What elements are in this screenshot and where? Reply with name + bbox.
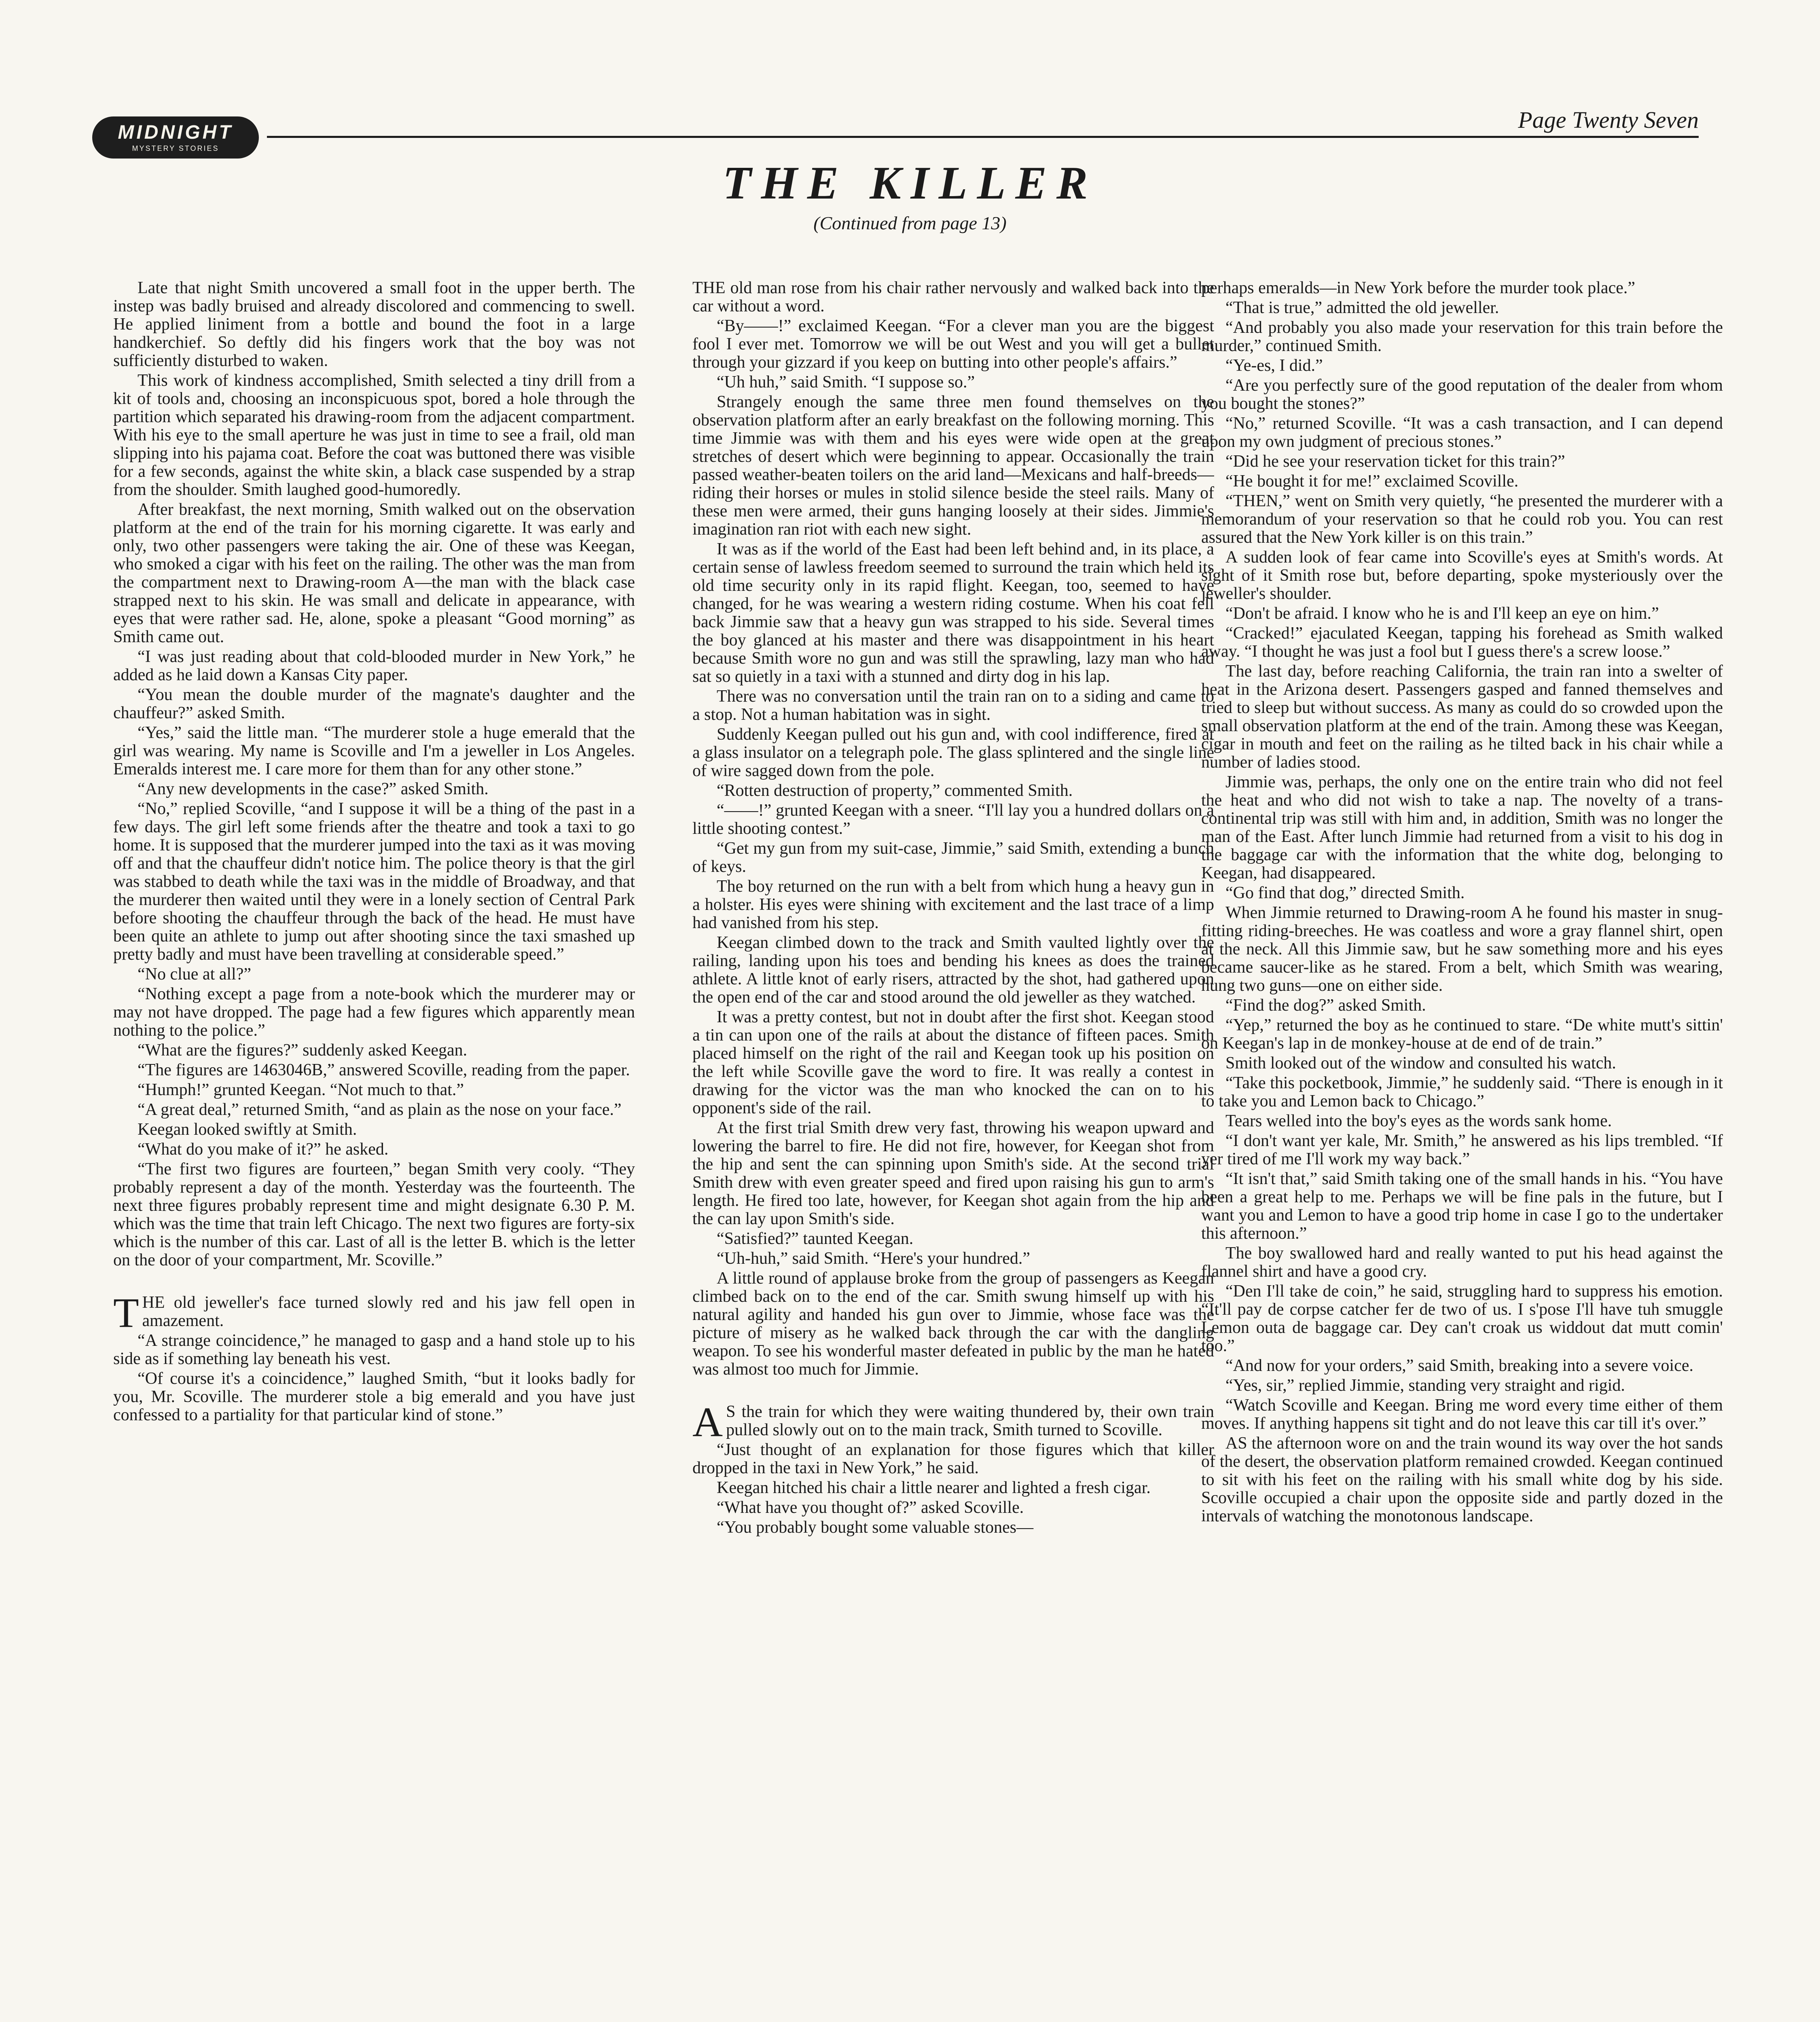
paragraph: Suddenly Keegan pulled out his gun and, with cool indifference, fired at a glass insulator on a telegraph pole. The glass splintered and the single line of wire sagged down from the pole. — [692, 725, 1214, 780]
section-paragraph: THE old jeweller's face turned slowly red and his jaw fell open in amazement. — [113, 1290, 635, 1336]
paragraph: “Get my gun from my suit-case, Jimmie,” said Smith, extending a bunch of keys. — [692, 839, 1214, 876]
paragraph: “Nothing except a page from a note-book which the murderer may or may not have dropped. The page had a few figures which apparently mean nothing to the police.” — [113, 985, 635, 1040]
paragraph: This work of kindness accomplished, Smith selected a tiny drill from a kit of tools and, choosing an inconspicuous spot, bored a hole through the partition which separated his drawing-room from the adjacent compartment. With his eye to the small aperture he was just in time to see a frail, old man slipping into his pajama coat. Before the coat was buttoned there was visible for a few seconds, against the white skin, a black case suspended by a strap from the shoulder. Smith laughed good-humoredly. — [113, 371, 635, 499]
paragraph: “Did he see your reservation ticket for this train?” — [1225, 452, 1565, 471]
logo-title: MIDNIGHT — [118, 122, 233, 143]
drop-cap: T — [113, 1290, 139, 1336]
logo-subtitle: MYSTERY STORIES — [132, 144, 219, 152]
paragraph: “Find the dog?” asked Smith. — [1225, 996, 1426, 1015]
paragraph: “What are the figures?” suddenly asked Keegan. — [138, 1041, 468, 1060]
paragraph: “Cracked!” ejaculated Keegan, tapping his forehead as Smith walked away. “I thought he was just a fool but I guess there's a screw loose.” — [1201, 624, 1723, 661]
paragraph: “Yes,” said the little man. “The murderer stole a huge emerald that the girl was wearing. My name is Scoville and I'm a jeweller in Los Angeles. Emeralds interest me. I care more for them than for any other stone.” — [113, 723, 635, 778]
paragraph: “That is true,” admitted the old jeweller. — [1225, 298, 1499, 317]
story-title: THE KILLER — [722, 157, 1098, 209]
drop-cap: A — [692, 1399, 723, 1445]
paragraph: “Humph!” grunted Keegan. “Not much to that.” — [138, 1081, 464, 1099]
paragraph: “The first two figures are fourteen,” began Smith very cooly. “They probably represent a day of the month. Yesterday was the fourteenth. The next three figures probably represent time and might designate 6.30 P. M. which was the time that train left Chicago. The next two figures are forty-six which is the number of this car. Last of all is the letter B. which is the letter on the door of your compartment, Mr. Scoville.” — [113, 1160, 635, 1269]
paragraph: “It isn't that,” said Smith taking one of the small hands in his. “You have been a great help to me. Perhaps we will be fine pals in the future, but I want you and Lemon to have a good trip home in case I go to the undertaker this afternoon.” — [1201, 1170, 1723, 1243]
header-rule — [267, 136, 1699, 138]
paragraph: “——!” grunted Keegan with a sneer. “I'll lay you a hundred dollars on a little shooting contest.” — [692, 801, 1214, 838]
paragraph: “Rotten destruction of property,” commented Smith. — [717, 781, 1073, 800]
paragraph: “What have you thought of?” asked Scoville. — [717, 1498, 1024, 1517]
paragraph: “Satisfied?” taunted Keegan. — [717, 1229, 914, 1248]
text-column-3 — [1201, 279, 1723, 2022]
paragraph: When Jimmie returned to Drawing-room A he found his master in snug-fitting riding-breeches. He was coatless and wore a gray flannel shirt, open at the neck. All this Jimmie saw, but he saw something more and his eyes became saucer-like as he stared. From a belt, which Smith was wearing, hung two guns—one on either side. — [1201, 903, 1723, 995]
paragraph: It was as if the world of the East had been left behind and, in its place, a certain sense of lawless freedom seemed to surround the train which held its old time security only in its rapid flight. Keegan, too, seemed to have changed, for he was wearing a western riding costume. When his coat fell back Jimmie saw that a heavy gun was strapped to his side. Several times the boy glanced at his master and there was disappointment in his heart because Smith wore no gun and was still the sprawling, lazy man who had sat so quietly in a taxi with a stunned and dirty dog in his lap. — [692, 540, 1214, 686]
paragraph: “Watch Scoville and Keegan. Bring me word every time either of them moves. If anything happens sit tight and do not leave this car till it's over.” — [1201, 1396, 1723, 1433]
paragraph: Keegan climbed down to the track and Smith vaulted lightly over the railing, landing upon his toes and bending his knees as does the trained athlete. A little knot of early risers, attracted by the shot, had gathered upon the open end of the car and stood around the old jeweller as they watched. — [692, 933, 1214, 1007]
paragraph: “Don't be afraid. I know who he is and I'll keep an eye on him.” — [1225, 604, 1659, 623]
paragraph: “Yes, sir,” replied Jimmie, standing very straight and rigid. — [1225, 1376, 1625, 1395]
paragraph: Jimmie was, perhaps, the only one on the entire train who did not feel the heat and who did not wish to take a nap. The novelty of a trans-continental trip was still with him and, in addition, Smith was no longer the man of the East. After lunch Jimmie had returned from a visit to his dog in the baggage car with the information that the white dog, belonging to Keegan, had disappeared. — [1201, 773, 1723, 882]
paragraph: It was a pretty contest, but not in doubt after the first shot. Keegan stood a tin can upon one of the rails at about the distance of fifteen paces. Smith placed himself on the right of the rail and Keegan took up his position on the left while Scoville gave the word to fire. It was really a contest in drawing for the victor was the man who knocked the can on to his opponent's side of the rail. — [692, 1008, 1214, 1117]
paragraph: At the first trial Smith drew very fast, throwing his weapon upward and lowering the barrel to fire. He did not fire, however, for Keegan shot from the hip and sent the can spinning upon Smith's side. At the second trial Smith drew with even greater speed and fired upon raising his gun to arm's length. He fired too late, however, for Keegan shot again from the hip and the can lay upon Smith's side. — [692, 1119, 1214, 1228]
paragraph: “Of course it's a coincidence,” laughed Smith, “but it looks badly for you, Mr. Scoville. The murderer stole a big emerald and you have just confessed to a partiality for that particular kind of stone.” — [113, 1369, 635, 1424]
paragraph: “I was just reading about that cold-blooded murder in New York,” he added as he laid down a Kansas City paper. — [113, 647, 635, 684]
paragraph: “And probably you also made your reservation for this train before the murder,” continued Smith. — [1201, 318, 1723, 355]
paragraph: “And now for your orders,” said Smith, breaking into a severe voice. — [1225, 1356, 1694, 1375]
paragraph: “He bought it for me!” exclaimed Scoville. — [1225, 472, 1519, 491]
section-paragraph: A S the train for which they were waiting thundered by, their own train pulled slowly out on to the main track, Smith turned to Scoville. — [692, 1399, 1214, 1445]
paragraph: “Just thought of an explanation for those figures which that killer dropped in the taxi in New York,” he said. — [692, 1440, 1214, 1477]
paragraph: “Yep,” returned the boy as he continued to stare. “De white mutt's sittin' on Keegan's lap in de monkey-house at de end of de train.” — [1201, 1016, 1723, 1053]
paragraph: Tears welled into the boy's eyes as the words sank home. — [1225, 1112, 1612, 1130]
page-number: Page Twenty Seven — [1503, 106, 1699, 134]
paragraph: “Ye-es, I did.” — [1225, 356, 1323, 375]
paragraph: “No clue at all?” — [138, 965, 251, 984]
paragraph: “The figures are 1463046B,” answered Scoville, reading from the paper. — [138, 1061, 630, 1079]
paragraph: “No,” returned Scoville. “It was a cash transaction, and I can depend upon my own judgment of precious stones.” — [1201, 414, 1723, 451]
paragraph: “Any new developments in the case?” asked Smith. — [138, 780, 489, 798]
paragraph: A sudden look of fear came into Scoville's eyes at Smith's words. At sight of it Smith rose but, before departing, spoke mysteriously over the jeweller's shoulder. — [1201, 548, 1723, 603]
section-paragraph: THE old man rose from his chair rather nervously and walked back into the car without a word. — [692, 279, 1214, 315]
text-column-1 — [113, 279, 635, 2022]
paragraph: “You probably bought some valuable stones— — [717, 1518, 1034, 1537]
text-column-2 — [692, 279, 1214, 2022]
paragraph: Keegan looked swiftly at Smith. — [138, 1120, 357, 1139]
paragraph: “Are you perfectly sure of the good reputation of the dealer from whom you bought the stones?” — [1201, 376, 1723, 413]
paragraph: “Uh-huh,” said Smith. “Here's your hundred.” — [717, 1249, 1031, 1268]
paragraph: “What do you make of it?” he asked. — [138, 1140, 389, 1159]
paragraph: “A strange coincidence,” he managed to gasp and a hand stole up to his side as if something lay beneath his vest. — [113, 1331, 635, 1368]
paragraph: A little round of applause broke from the group of passengers as Keegan climbed back on to the end of the car. Smith swung himself up with his natural agility and handed his gun over to Jimmie, whose face was the picture of misery as he walked back through the car with the dangling weapon. To see his wonderful master defeated in public by the man he hated was almost too much for Jimmie. — [692, 1269, 1214, 1379]
paragraph: After breakfast, the next morning, Smith walked out on the observation platform at the end of the train for his morning cigarette. It was early and only, two other passengers were taking the air. One of these was Keegan, who smoked a cigar with his feet on the railing. The other was the man from the compartment next to Drawing-room A—the man with the black case strapped next to his skin. He was small and delicate in appearance, with eyes that were rather sad. He, alone, spoke a pleasant “Good morning” as Smith came out. — [113, 500, 635, 646]
paragraph: “Take this pocketbook, Jimmie,” he suddenly said. “There is enough in it to take you and Lemon back to Chicago.” — [1201, 1074, 1723, 1110]
paragraph: “You mean the double murder of the magnate's daughter and the chauffeur?” asked Smith. — [113, 685, 635, 722]
paragraph: There was no conversation until the train ran on to a siding and came to a stop. Not a human habitation was in sight. — [692, 687, 1214, 724]
paragraph: “Den I'll take de coin,” he said, struggling hard to suppress his emotion. “It'll pay de corpse catcher fer de two of us. I s'pose I'll have tuh smuggle Lemon outa de baggage car. Dey can't croak us widdout dat mutt comin' too.” — [1201, 1282, 1723, 1355]
paragraph: “THEN,” went on Smith very quietly, “he presented the murderer with a memorandum of your reservation so that he could rob you. You can rest assured that the New York killer is on this train.” — [1201, 492, 1723, 547]
paragraph: “By——!” exclaimed Keegan. “For a clever man you are the biggest fool I ever met. Tomorrow we will be out West and you will get a bullet through your gizzard if you keep on butting into other people's affairs.” — [692, 317, 1214, 372]
paragraph: The boy returned on the run with a belt from which hung a heavy gun in a holster. His eyes were shining with excitement and the last trace of a limp had vanished from his step. — [692, 877, 1214, 932]
paragraph: The boy swallowed hard and really wanted to put his head against the flannel shirt and have a good cry. — [1201, 1244, 1723, 1281]
paragraph: Smith looked out of the window and consulted his watch. — [1225, 1054, 1616, 1072]
paragraph: AS the afternoon wore on and the train wound its way over the hot sands of the desert, the observation platform remained crowded. Keegan continued to sit with his feet on the railing with his small white dog by his side. Scoville occupied a chair upon the opposite side and partly dozed in the intervals of watching the monotonous landscape. — [1201, 1434, 1723, 1525]
paragraph: “Go find that dog,” directed Smith. — [1225, 884, 1465, 902]
paragraph: The last day, before reaching California, the train ran into a swelter of heat in the Arizona desert. Passengers gasped and fanned themselves and tried to sleep but without success. As many as could do so crowded upon the small observation platform at the end of the train. Among these was Keegan, cigar in mouth and feet on the railing as he tilted back in his chair while a number of ladies stood. — [1201, 662, 1723, 772]
magazine-logo — [92, 116, 259, 159]
paragraph: Late that night Smith uncovered a small foot in the upper berth. The instep was badly bruised and already discolored and commencing to swell. He applied liniment from a bottle and bound the foot in a large handkerchief. So deftly did his fingers work that the boy was not sufficiently disturbed to waken. — [113, 279, 635, 370]
continued-note: (Continued from page 13) — [813, 213, 1007, 233]
paragraph: perhaps emeralds—in New York before the murder took place.” — [1201, 279, 1635, 297]
paragraph: “No,” replied Scoville, “and I suppose it will be a thing of the past in a few days. The girl left some friends after the theatre and took a taxi to go home. It is supposed that the murderer jumped into the taxi as it was moving off and that the chauffeur didn't notice him. The police theory is that the girl was stabbed to death while the taxi was in the middle of Broadway, and that the murderer then waited until they were in a lonely section of Central Park before shooting the chauffeur through the back of the head. He must have been quite an athlete to jump out after shooting since the taxi smashed up pretty badly and must have been travelling at considerable speed.” — [113, 799, 635, 964]
paragraph: “Uh huh,” said Smith. “I suppose so.” — [717, 373, 975, 391]
paragraph: “A great deal,” returned Smith, “and as plain as the nose on your face.” — [138, 1100, 622, 1119]
paragraph: Keegan hitched his chair a little nearer and lighted a fresh cigar. — [717, 1478, 1151, 1497]
paragraph: “I don't want yer kale, Mr. Smith,” he answered as his lips trembled. “If yer tired of me I'll work my way back.” — [1201, 1132, 1723, 1168]
paragraph: Strangely enough the same three men found themselves on the observation platform after an early breakfast on the following morning. This time Jimmie was with them and his eyes were wide open at the great stretches of desert which were beginning to appear. Occasionally the train passed weather-beaten toilers on the arid land—Mexicans and half-breeds—riding their horses or mules in stolid silence beside the steel rails. Many of these men were armed, their guns hanging loosely at their sides. Jimmie's imagination ran riot with each new sight. — [692, 393, 1214, 539]
